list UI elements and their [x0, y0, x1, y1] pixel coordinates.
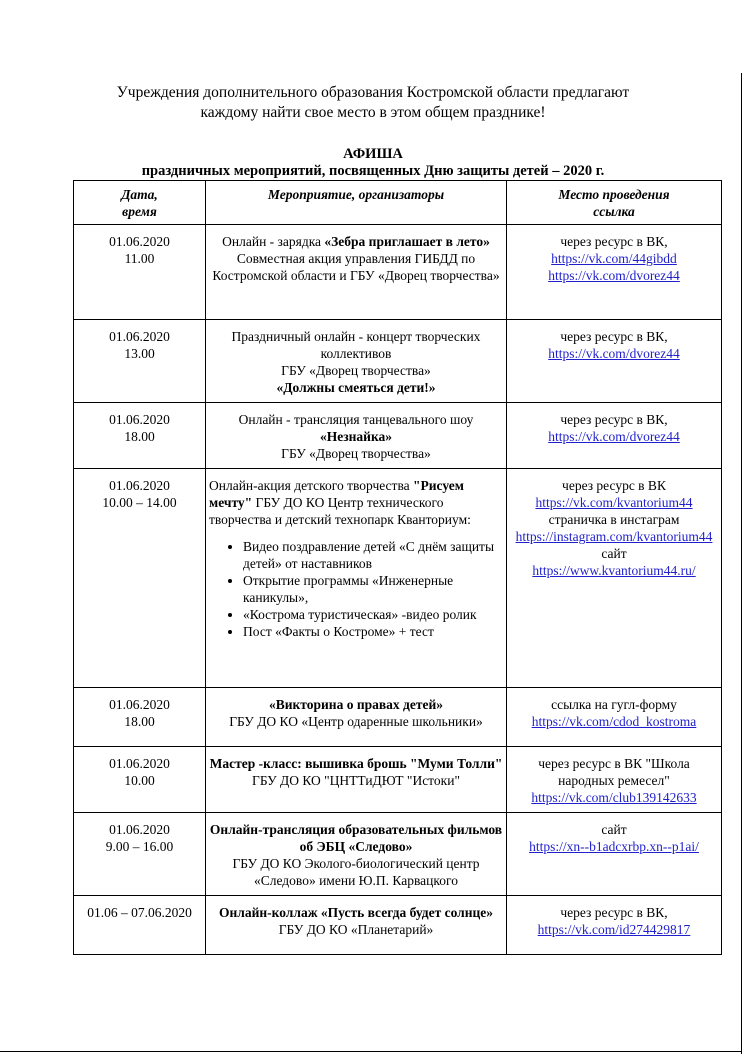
event-intro: Онлайн-акция детского творчества: [209, 478, 414, 493]
date-cell: [74, 688, 206, 747]
intro-text: [60, 83, 686, 123]
intro-line-2: каждому найти свое место в этом общем празднике!: [200, 104, 546, 121]
place-text: через ресурс в ВК,: [560, 905, 668, 920]
event-link[interactable]: https://xn--b1adcxrbp.xn--p1ai/: [529, 839, 699, 854]
poster-subtitle: праздничных мероприятий, посвященных Дню защиты детей – 2020 г.: [141, 163, 605, 179]
event-intro: Онлайн - зарядка: [222, 234, 325, 249]
header-date: Дата,: [121, 187, 158, 202]
place-cell: [507, 688, 722, 747]
place-text: через ресурс в ВК,: [560, 329, 668, 344]
poster-header: [60, 146, 686, 180]
event-time: 9.00 – 16.00: [105, 839, 174, 854]
place-cell: [507, 747, 722, 813]
page-edge-right: [741, 73, 742, 1054]
date-cell: [74, 747, 206, 813]
event-title: Онлайн-коллаж «Пусть всегда будет солнце»: [218, 905, 494, 920]
table-row: [74, 896, 722, 955]
event-intro: Онлайн - трансляция танцевального шоу: [238, 412, 474, 427]
place-cell: [507, 896, 722, 955]
event-date: 01.06.2020: [109, 412, 170, 427]
place-text: страничка в инстаграм: [548, 512, 680, 527]
date-cell: [74, 813, 206, 896]
event-time: 18.00: [124, 429, 155, 444]
event-cell: [206, 403, 507, 469]
event-title: «Зебра приглашает в лето»: [324, 234, 490, 249]
table-row: [74, 320, 722, 403]
table-header-row: [74, 181, 722, 225]
place-text: ссылка на гугл-форму: [551, 697, 677, 712]
intro-line-1: Учреждения дополнительного образования Костромской области предлагают: [116, 84, 630, 101]
event-time: 10.00 – 14.00: [102, 495, 177, 510]
event-organizer: ГБУ ДО КО Центр технического творчества и детский технопарк Кванториум:: [209, 495, 471, 527]
table-row: [74, 813, 722, 896]
header-date-time: [74, 181, 206, 225]
date-cell: [74, 225, 206, 320]
event-date: 01.06.2020: [109, 478, 170, 493]
header-place: [507, 181, 722, 225]
events-table: [73, 180, 722, 955]
list-item: • «Кострома туристическая» -видео ролик: [243, 606, 503, 623]
event-cell: [206, 896, 507, 955]
place-text: через ресурс в ВК,: [560, 234, 668, 249]
date-cell: [74, 320, 206, 403]
event-cell: [206, 320, 507, 403]
place-text: через ресурс в ВК "Школа народных ремесел": [538, 756, 690, 788]
table-row: [74, 688, 722, 747]
event-organizer: ГБУ ДО КО «Центр одаренные школьники»: [229, 714, 483, 729]
place-text: сайт: [601, 822, 627, 837]
event-link[interactable]: https://vk.com/dvorez44: [548, 268, 680, 283]
place-text: через ресурс в ВК,: [560, 412, 668, 427]
event-link[interactable]: https://vk.com/dvorez44: [548, 346, 680, 361]
table-row: [74, 747, 722, 813]
place-cell: [507, 225, 722, 320]
event-date: 01.06 – 07.06.2020: [87, 905, 192, 920]
place-cell: [507, 320, 722, 403]
event-organizer: ГБУ ДО КО Эколого-биологический центр «Следово» имени Ю.П. Карвацкого: [232, 856, 480, 888]
place-cell: [507, 403, 722, 469]
event-cell: [206, 469, 507, 688]
event-date: 01.06.2020: [109, 822, 170, 837]
event-link[interactable]: https://vk.com/kvantorium44: [535, 495, 693, 510]
date-cell: [74, 469, 206, 688]
event-link[interactable]: https://instagram.com/kvantorium44: [515, 529, 713, 544]
table-row: [74, 469, 722, 688]
list-item: • Видео поздравление детей «С днём защиты детей» от наставников: [243, 538, 503, 572]
event-title: Онлайн-трансляция образовательных фильмов об ЭБЦ «Следово»: [209, 822, 503, 854]
header-place-label: Место проведения: [558, 187, 670, 202]
place-text: через ресурс в ВК: [562, 478, 666, 493]
table-row: [74, 225, 722, 320]
event-title: "Рисуем мечту": [209, 478, 464, 510]
place-cell: [507, 813, 722, 896]
event-title: «Незнайка»: [319, 429, 393, 444]
event-organizer: ГБУ «Дворец творчества»: [281, 363, 431, 378]
event-title: Мастер -класс: вышивка брошь "Муми Толли": [209, 756, 503, 771]
list-item: • Пост «Факты о Костроме» + тест: [243, 623, 503, 640]
event-link[interactable]: https://vk.com/id274429817: [537, 922, 691, 937]
date-cell: [74, 403, 206, 469]
place-text: сайт: [601, 546, 627, 561]
event-cell: [206, 688, 507, 747]
event-cell: [206, 225, 507, 320]
event-time: 13.00: [124, 346, 155, 361]
date-cell: [74, 896, 206, 955]
table-row: [74, 403, 722, 469]
event-organizer: Совместная акция управления ГИБДД по Костромской области и ГБУ «Дворец творчества»: [212, 251, 500, 283]
event-cell: [206, 813, 507, 896]
page-edge-bottom: [0, 1051, 742, 1052]
event-link[interactable]: https://vk.com/44gibdd: [551, 251, 677, 266]
event-time: 18.00: [124, 714, 155, 729]
event-intro: Праздничный онлайн - концерт творческих коллективов: [231, 329, 481, 361]
event-time: 10.00: [124, 773, 155, 788]
header-event: Мероприятие, организаторы: [206, 181, 507, 225]
event-date: 01.06.2020: [109, 329, 170, 344]
poster-title: АФИША: [343, 146, 403, 162]
event-date: 01.06.2020: [109, 756, 170, 771]
event-date: 01.06.2020: [109, 234, 170, 249]
header-time: время: [122, 204, 157, 219]
event-link[interactable]: https://vk.com/club139142633: [531, 790, 697, 805]
event-organizer: ГБУ «Дворец творчества»: [281, 446, 431, 461]
program-list: [209, 538, 503, 640]
event-organizer: ГБУ ДО КО «Планетарий»: [278, 922, 434, 937]
header-link-label: ссылка: [593, 204, 635, 219]
event-cell: [206, 747, 507, 813]
event-title: «Викторина о правах детей»: [268, 697, 443, 712]
event-link[interactable]: https://vk.com/cdod_kostroma: [531, 714, 697, 729]
event-date: 01.06.2020: [109, 697, 170, 712]
place-cell: [507, 469, 722, 688]
event-link[interactable]: https://www.kvantorium44.ru/: [532, 563, 696, 578]
event-title: «Должны смеяться дети!»: [276, 380, 436, 395]
list-item: • Открытие программы «Инженерные каникулы»,: [243, 572, 503, 606]
event-time: 11.00: [124, 251, 155, 266]
event-organizer: ГБУ ДО КО "ЦНТТиДЮТ "Истоки": [252, 773, 460, 788]
event-link[interactable]: https://vk.com/dvorez44: [548, 429, 680, 444]
